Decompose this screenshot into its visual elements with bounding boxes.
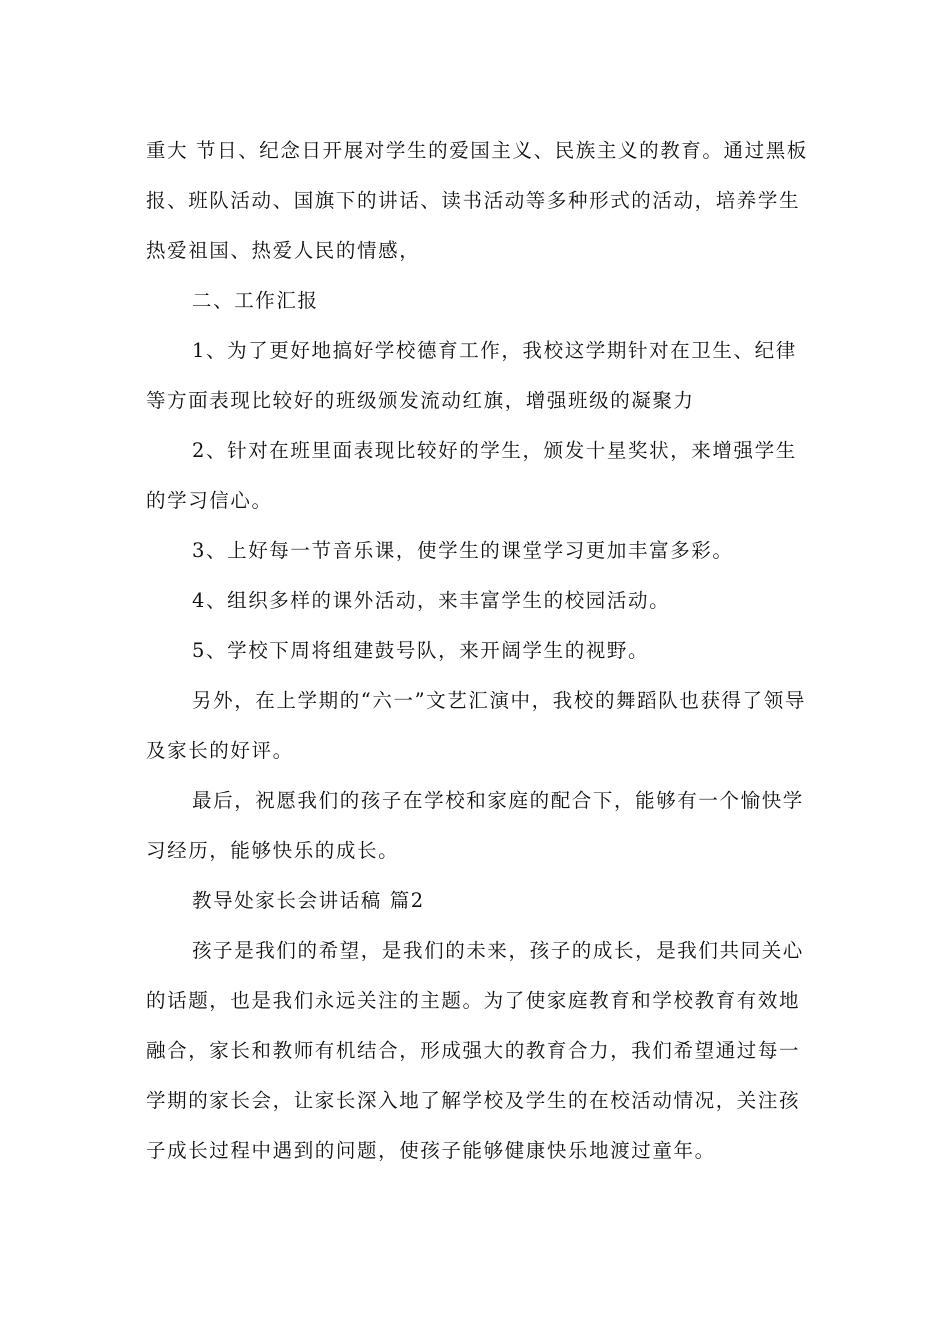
paragraph-closing-wish: 最后，祝愿我们的孩子在学校和家庭的配合下，能够有一个愉快学习经历，能够快乐的成长。 [146, 789, 804, 862]
list-item-5: 5、学校下周将组建鼓号队，来开阔学生的视野。 [192, 639, 650, 662]
paragraph-patriotic-education: 重大 节日、纪念日开展对学生的爱国主义、民族主义的教育。通过黑板报、班队活动、国旗下的讲话、读书活动等多种形式的活动，培养学生热爱祖国、热爱人民的情感， [146, 139, 808, 262]
list-item-3: 3、上好每一节音乐课，使学生的课堂学习更加丰富多彩。 [192, 539, 734, 562]
list-item-1: 1、为了更好地搞好学校德育工作，我校这学期针对在卫生、纪律等方面表现比较好的班级颁发流动红旗，增强班级的凝聚力 [146, 339, 797, 412]
paragraph-dance-team: 另外，在上学期的“六一”文艺汇演中，我校的舞蹈队也获得了领导及家长的好评。 [146, 689, 806, 762]
section-heading-part-2: 教导处家长会讲话稿 篇2 [192, 889, 425, 912]
section-heading-work-report: 二、工作汇报 [192, 289, 319, 312]
list-item-4: 4、组织多样的课外活动，来丰富学生的校园活动。 [192, 589, 671, 612]
paragraph-children-hope: 孩子是我们的希望，是我们的未来，孩子的成长，是我们共同关心的话题，也是我们永远关注的主题。为了使家庭教育和学校教育有效地融合，家长和教师有机结合，形成强大的教育合力，我们希望通过每一学期的家长会，让家长深入地了解学校及学生的在校活动情况，关注孩子成长过程中遇到的问题，使孩子能够健康快乐地渡过童年。 [146, 939, 804, 1162]
list-item-2: 2、针对在班里面表现比较好的学生，颁发十星奖状，来增强学生的学习信心。 [146, 439, 797, 512]
